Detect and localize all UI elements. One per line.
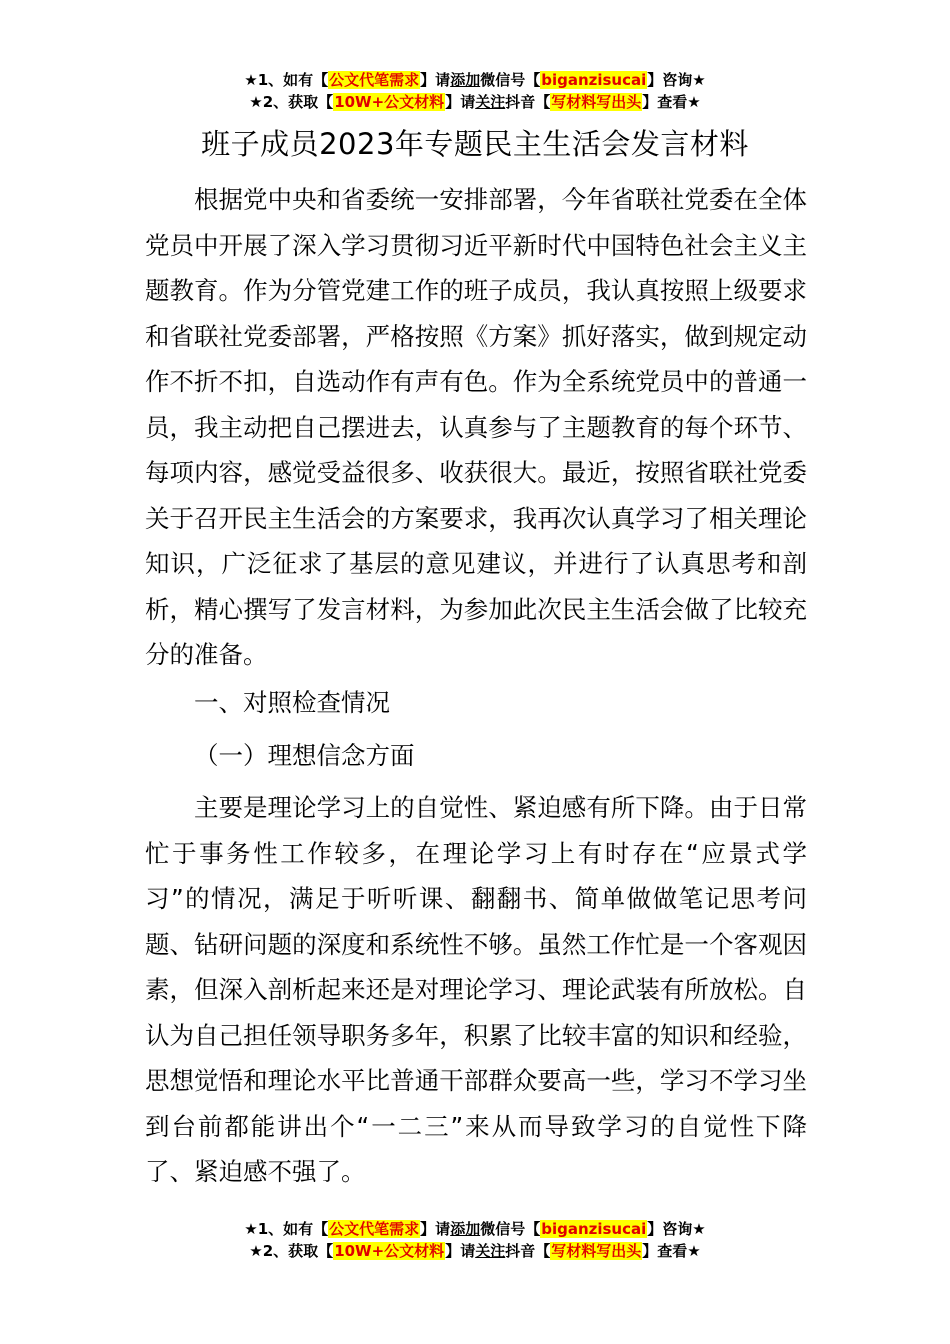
promo-text: ★1、如有【 (244, 71, 329, 89)
promo-banner-top (0, 69, 950, 113)
promo-line-1 (0, 69, 950, 91)
promo-text: 】咨询★ (647, 1220, 706, 1238)
promo-text: ★2、获取【 (249, 1242, 334, 1260)
paragraph-text: 主要是理论学习上的自觉性、紧迫感有所下降。由于日常忙于事务性工作较多，在理论学习上有时存在“应景式学习”的情况，满足于听听课、翻翻书、简单做做笔记思考问题、钻研问题的深度和系统性不够。虽然工作忙是一个客观因素，但深入剖析起来还是对理论学习、理论武装有所放松。自认为自己担任领导职务多年，积累了比较丰富的知识和经验，思想觉悟和理论水平比普通干部群众要高一些，学习不学习坐到台前都能讲出个“一二三”来从而导致学习的自觉性下降了、紧迫感不强了。 (145, 793, 807, 1186)
body-paragraph-2 (145, 785, 807, 1195)
promo-highlight: biganzisucai (541, 1220, 647, 1238)
promo-text: 抖音【 (505, 93, 551, 111)
promo-highlight: 公文代笔需求 (329, 71, 420, 89)
promo-line-2 (0, 91, 950, 113)
promo-highlight: 公文代笔需求 (329, 1220, 420, 1238)
promo-text: 】请 (420, 1220, 451, 1238)
promo-text: ★2、获取【 (249, 93, 334, 111)
heading-text: （一）理想信念方面 (194, 741, 415, 770)
section-heading-1 (145, 680, 807, 726)
promo-underline: 关注 (475, 93, 506, 111)
body-paragraph-1 (145, 177, 807, 678)
promo-highlight: 10W+公文材料 (334, 1242, 445, 1260)
paragraph-text: 根据党中央和省委统一安排部署，今年省联社党委在全体党员中开展了深入学习贯彻习近平新时代中国特色社会主义主题教育。作为分管党建工作的班子成员，我认真按照上级要求和省联社党委部署，严格按照《方案》抓好落实，做到规定动作不折不扣，自选动作有声有色。作为全系统党员中的普通一员，我主动把自己摆进去，认真参与了主题教育的每个环节、每项内容，感觉受益很多、收获很大。最近，按照省联社党委关于召开民主生活会的方案要求，我再次认真学习了相关理论知识，广泛征求了基层的意见建议，并进行了认真思考和剖析，精心撰写了发言材料，为参加此次民主生活会做了比较充分的准备。 (145, 185, 807, 669)
promo-banner-bottom (0, 1218, 950, 1262)
promo-text: ★1、如有【 (244, 1220, 329, 1238)
promo-underline: 添加 (450, 71, 481, 89)
promo-text: 微信号【 (480, 71, 541, 89)
promo-underline: 关注 (475, 1242, 506, 1260)
subsection-heading-1 (145, 733, 807, 779)
promo-highlight: biganzisucai (541, 71, 647, 89)
promo-text: 】咨询★ (647, 71, 706, 89)
promo-line-2 (0, 1240, 950, 1262)
promo-text: 】查看★ (642, 1242, 701, 1260)
promo-highlight: 10W+公文材料 (334, 93, 445, 111)
promo-text: 】请 (445, 1242, 476, 1260)
document-title: 班子成员2023年专题民主生活会发言材料 (201, 127, 749, 161)
promo-text: 】查看★ (642, 93, 701, 111)
promo-text: 微信号【 (480, 1220, 541, 1238)
heading-text: 一、对照检查情况 (194, 688, 390, 717)
promo-text: 】请 (420, 71, 451, 89)
promo-text: 】请 (445, 93, 476, 111)
promo-line-1 (0, 1218, 950, 1240)
promo-text: 抖音【 (505, 1242, 551, 1260)
promo-highlight: 写材料写出头 (551, 93, 642, 111)
promo-underline: 添加 (450, 1220, 481, 1238)
promo-highlight: 写材料写出头 (551, 1242, 642, 1260)
